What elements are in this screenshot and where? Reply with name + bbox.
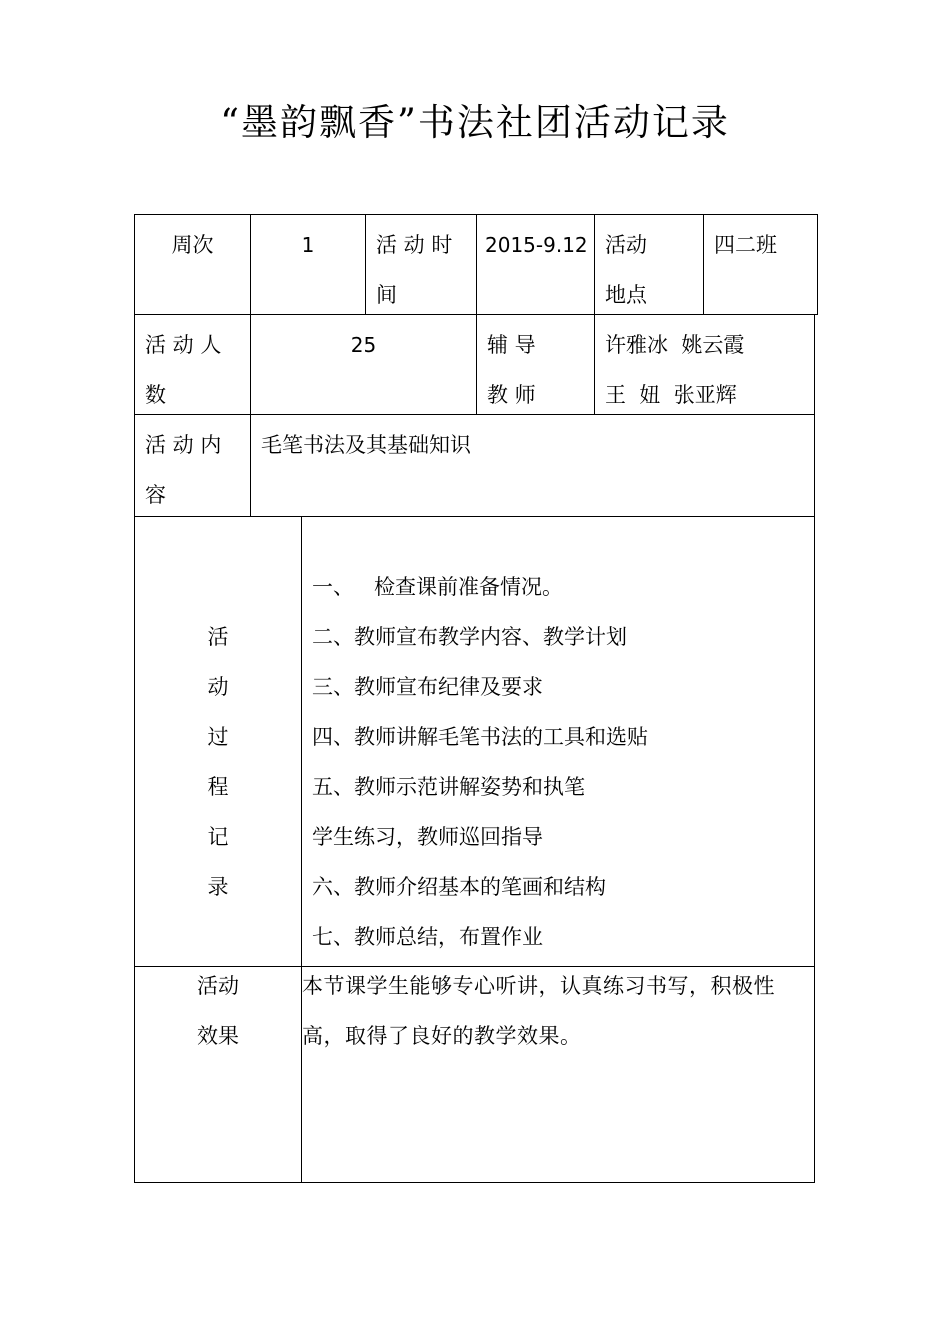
effect-label-line1: 活动 bbox=[197, 974, 239, 998]
place-label-cell bbox=[594, 214, 704, 315]
process-step: 七、教师总结，布置作业 bbox=[312, 925, 543, 949]
process-label-cell bbox=[134, 516, 302, 967]
place-label-line1: 活动 bbox=[605, 233, 647, 257]
teachers-value-cell bbox=[594, 314, 815, 415]
process-step: 六、教师介绍基本的笔画和结构 bbox=[312, 875, 606, 899]
effect-label-cell bbox=[134, 966, 302, 1183]
week-label-cell bbox=[134, 214, 251, 315]
process-label-char: 过 bbox=[207, 725, 229, 749]
week-value: 1 bbox=[301, 233, 315, 257]
place-value: 四二班 bbox=[714, 233, 777, 257]
effect-text-cell bbox=[301, 966, 815, 1183]
teacher-label-cell bbox=[476, 314, 595, 415]
count-label-cell bbox=[134, 314, 251, 415]
teachers-line1: 许雅冰 姚云霞 bbox=[605, 333, 745, 357]
process-label-char: 活 bbox=[207, 625, 229, 649]
teachers-line2: 王 妞 张亚辉 bbox=[605, 383, 737, 407]
process-label-char: 录 bbox=[207, 875, 229, 899]
place-label-line2: 地点 bbox=[605, 283, 647, 307]
process-step: 五、教师示范讲解姿势和执笔 bbox=[312, 775, 585, 799]
count-label-line2: 数 bbox=[145, 383, 166, 407]
place-value-cell bbox=[703, 214, 818, 315]
process-steps-cell bbox=[301, 516, 815, 967]
process-step: 四、教师讲解毛笔书法的工具和选贴 bbox=[312, 725, 648, 749]
time-label-line1: 活 动 时 bbox=[376, 233, 453, 257]
content-label-cell bbox=[134, 414, 251, 517]
process-label-char: 记 bbox=[207, 825, 229, 849]
page-title: “墨韵飘香”书法社团活动记录 bbox=[220, 101, 730, 144]
week-value-cell bbox=[250, 214, 366, 315]
content-value-cell bbox=[250, 414, 815, 517]
process-label-char: 程 bbox=[207, 775, 229, 799]
content-label-line1: 活 动 内 bbox=[145, 433, 222, 457]
content-value: 毛笔书法及其基础知识 bbox=[261, 433, 471, 457]
effect-label-line2: 效果 bbox=[197, 1024, 239, 1048]
time-value: 2015-9.12 bbox=[485, 233, 588, 257]
content-label-line2: 容 bbox=[145, 483, 166, 507]
process-step: 学生练习，教师巡回指导 bbox=[312, 825, 543, 849]
week-label: 周次 bbox=[171, 233, 214, 257]
process-step: 三、教师宣布纪律及要求 bbox=[312, 675, 543, 699]
count-label-line1: 活 动 人 bbox=[145, 333, 222, 357]
time-value-cell bbox=[476, 214, 595, 315]
process-step: 一、 检查课前准备情况。 bbox=[312, 575, 564, 599]
time-label-line2: 间 bbox=[376, 283, 397, 307]
teacher-label-line1: 辅 导 bbox=[487, 333, 536, 357]
effect-text: 本节课学生能够专心听讲，认真练习书写，积极性高，取得了良好的教学效果。 bbox=[302, 974, 775, 1048]
time-label-cell bbox=[365, 214, 477, 315]
teacher-label-line2: 教 师 bbox=[487, 383, 536, 407]
count-value: 25 bbox=[350, 333, 377, 357]
count-value-cell bbox=[250, 314, 477, 415]
process-label-char: 动 bbox=[207, 675, 229, 699]
process-step: 二、教师宣布教学内容、教学计划 bbox=[312, 625, 627, 649]
